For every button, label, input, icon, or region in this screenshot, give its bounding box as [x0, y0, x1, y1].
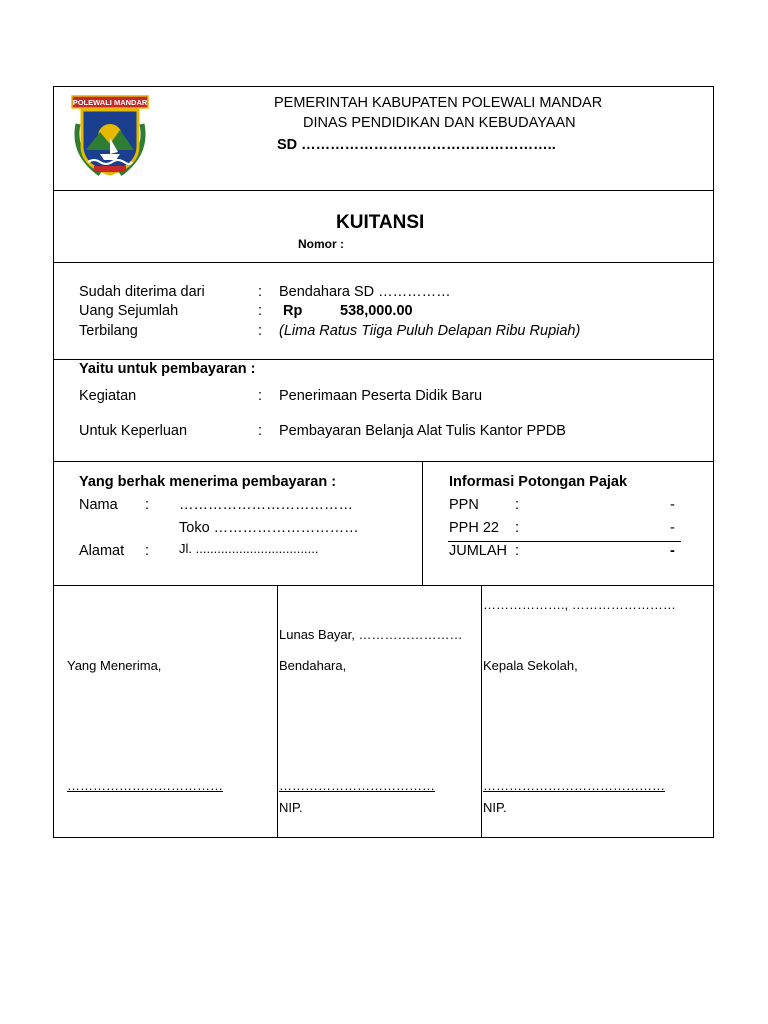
tax-total-label: JUMLAH — [449, 543, 508, 559]
tax-ppn-colon: : — [515, 497, 520, 513]
nomor-label: Nomor : — [298, 237, 344, 251]
header-line1: PEMERINTAH KABUPATEN POLEWALI MANDAR — [274, 95, 603, 111]
purpose-label: Untuk Keperluan — [79, 423, 188, 439]
divider-receipt — [53, 359, 714, 360]
tax-total-value: - — [670, 543, 675, 559]
header-school: SD …………………………………………….. — [277, 137, 556, 153]
tax-pph22-value: - — [670, 520, 675, 536]
tax-heading: Informasi Potongan Pajak — [449, 474, 628, 490]
amount-colon: : — [258, 303, 263, 319]
divider-header — [53, 190, 714, 191]
divider-title — [53, 262, 714, 263]
purpose-value: Pembayaran Belanja Alat Tulis Kantor PPDB — [279, 423, 566, 439]
recipient-address-value: Jl. .................................. — [179, 541, 319, 556]
sign-principal-date: ………………., …………………… — [483, 597, 676, 612]
header-line2: DINAS PENDIDIKAN DAN KEBUDAYAAN — [303, 115, 576, 131]
amount-label: Uang Sejumlah — [79, 303, 179, 319]
divider-tax-column — [422, 461, 423, 585]
sign-principal-nip: NIP. — [483, 800, 507, 815]
purpose-colon: : — [258, 423, 263, 439]
sign-principal-line: …………………………………… — [483, 778, 665, 793]
recipient-name-colon: : — [145, 497, 150, 513]
recipient-address-label: Alamat — [79, 543, 125, 559]
tax-ppn-value: - — [670, 497, 675, 513]
amount-currency: Rp — [283, 303, 303, 319]
document-title: KUITANSI — [336, 212, 425, 233]
recipient-heading: Yang berhak menerima pembayaran : — [79, 474, 337, 490]
tax-pph22-label: PPH 22 — [449, 520, 499, 536]
received-from-label: Sudah diterima dari — [79, 284, 205, 300]
in-words-label: Terbilang — [79, 323, 138, 339]
tax-ppn-label: PPN — [449, 497, 479, 513]
sign-treasurer-role: Bendahara, — [279, 658, 347, 673]
divider-recipient — [53, 585, 714, 586]
receipt-frame — [53, 86, 714, 838]
regency-logo — [70, 94, 150, 178]
activity-colon: : — [258, 388, 263, 404]
recipient-shop-value: Toko ………………………… — [179, 520, 359, 536]
sign-principal-role: Kepala Sekolah, — [483, 658, 578, 673]
recipient-name-value: ……………………………… — [179, 497, 353, 513]
recipient-name-label: Nama — [79, 497, 118, 513]
activity-value: Penerimaan Peserta Didik Baru — [279, 388, 483, 404]
tax-total-colon: : — [515, 543, 520, 559]
payment-heading: Yaitu untuk pembayaran : — [79, 361, 256, 377]
divider-sign-col1 — [277, 585, 278, 838]
sign-treasurer-date: Lunas Bayar, …………………… — [279, 627, 463, 642]
tax-sum-line — [448, 541, 681, 542]
logo-banner-text: POLEWALI MANDAR — [72, 98, 148, 107]
sign-treasurer-nip: NIP. — [279, 800, 303, 815]
recipient-address-colon: : — [145, 543, 150, 559]
received-from-colon: : — [258, 284, 263, 300]
tax-pph22-colon: : — [515, 520, 520, 536]
sign-recipient-role: Yang Menerima, — [67, 658, 162, 673]
in-words-colon: : — [258, 323, 263, 339]
sign-treasurer-line: ……………………………… — [279, 778, 435, 793]
divider-sign-col2 — [481, 585, 482, 838]
divider-payment — [53, 461, 714, 462]
in-words-value: (Lima Ratus Tiiga Puluh Delapan Ribu Rupiah) — [279, 323, 581, 339]
activity-label: Kegiatan — [79, 388, 137, 404]
amount-value: 538,000.00 — [340, 303, 413, 319]
received-from-value: Bendahara SD …………… — [279, 284, 451, 300]
sign-recipient-line: ……………………………… — [67, 778, 223, 793]
